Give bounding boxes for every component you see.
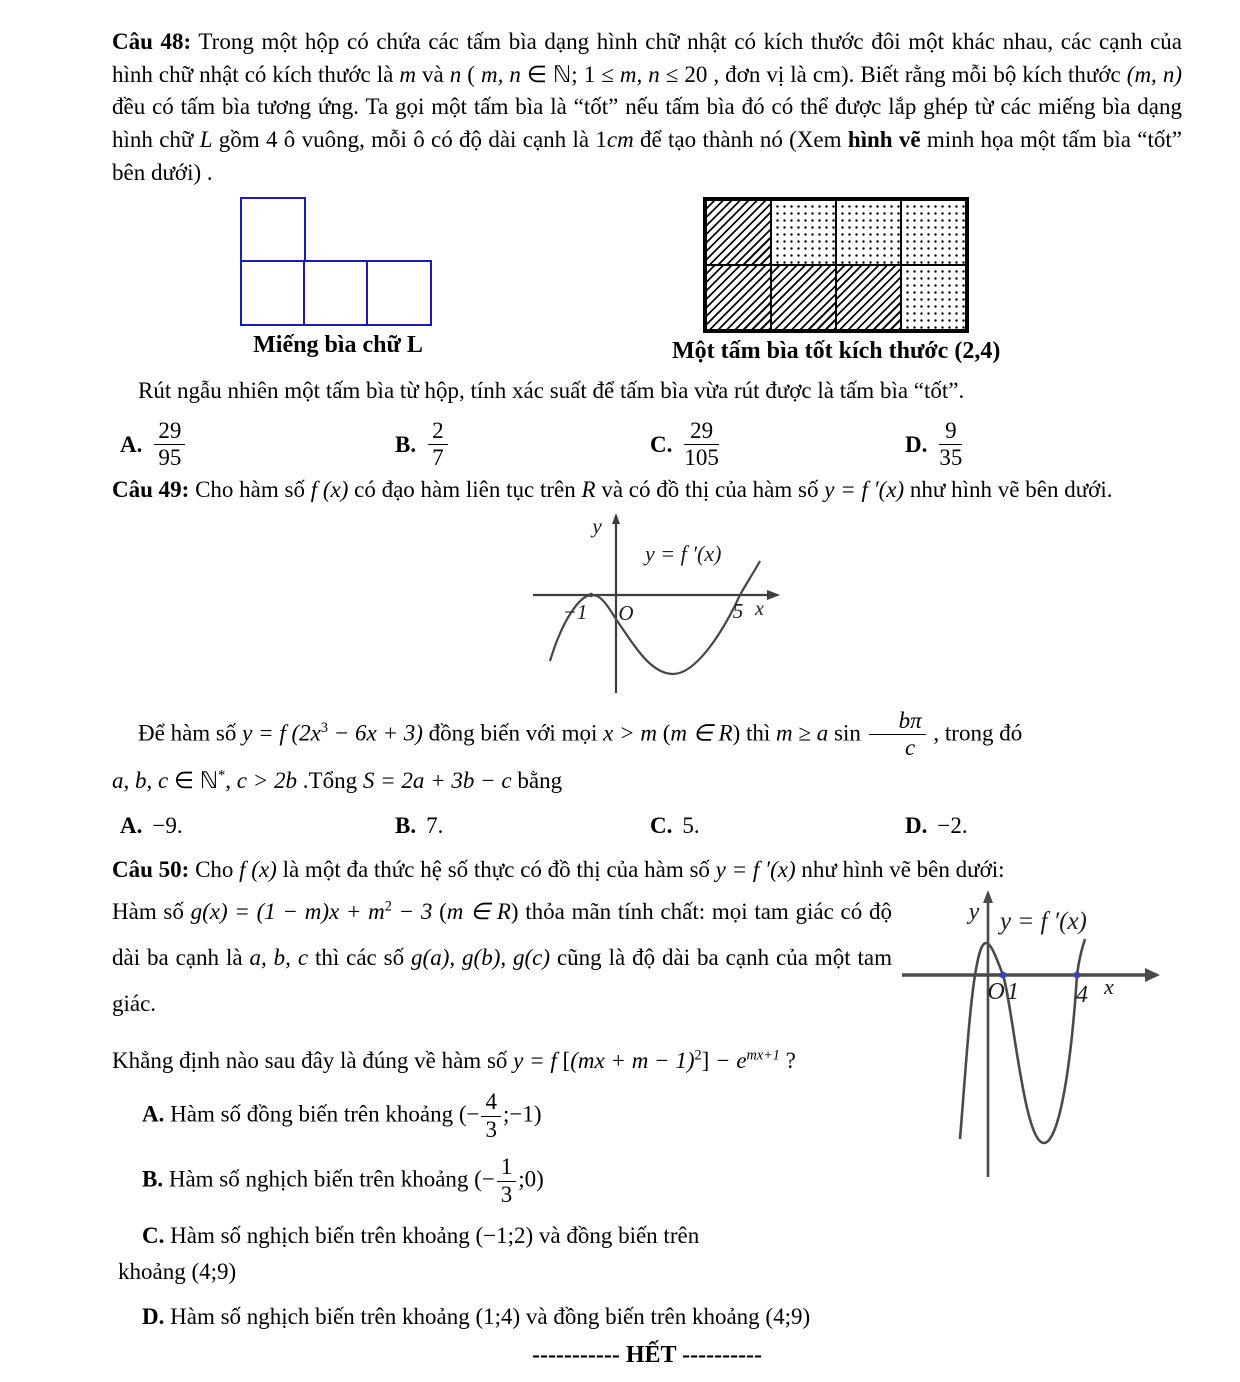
text-run: và có đồ thị của hàm số bbox=[595, 476, 825, 502]
option-key: B. bbox=[395, 812, 417, 838]
q48-option-b bbox=[395, 419, 650, 472]
text-run: có đạo hàm liên tục trên bbox=[348, 476, 582, 502]
q49-option-c bbox=[650, 813, 905, 839]
text-run: D. bbox=[142, 1304, 165, 1330]
text-run: ;−1) bbox=[502, 1102, 542, 1128]
text-run: ≤ 20 , đơn vị là cm). Biết rằng mỗi bộ kích thước bbox=[659, 61, 1127, 87]
text-run: như hình vẽ bên dưới: bbox=[795, 856, 1005, 882]
text-run: thì các số bbox=[308, 945, 412, 971]
q49-condition-paragraph bbox=[112, 709, 1182, 762]
text-run: Khẳng định nào sau đây là đúng về hàm số bbox=[112, 1047, 514, 1073]
text-run: Hàm số đồng biến trên khoảng (− bbox=[164, 1102, 480, 1128]
root-dot-4 bbox=[1074, 971, 1081, 978]
y-axis-label: y bbox=[592, 513, 602, 538]
q50-option-d bbox=[142, 1301, 1182, 1334]
text-run: cũng là độ dài ba cạnh của một tam giác. bbox=[112, 945, 892, 1017]
card-cell-hatch bbox=[706, 200, 771, 265]
q48-figures bbox=[112, 197, 1182, 365]
text-run: y = f ′(x) bbox=[824, 476, 905, 502]
x-tick-4: 4 bbox=[1076, 981, 1088, 1008]
q49-sum-paragraph bbox=[112, 765, 1182, 798]
text-run: Để hàm số bbox=[138, 720, 243, 746]
text-run: [ bbox=[562, 1047, 571, 1073]
curve-label: y = f ′(x) bbox=[1000, 907, 1087, 935]
q48-question: Rút ngẫu nhiên một tấm bìa từ hộp, tính xác suất để tấm bìa vừa rút được là tấm bìa “tốt”. bbox=[138, 378, 965, 404]
text-run: để tạo thành nó (Xem bbox=[633, 126, 848, 152]
curve-label: y = f ′(x) bbox=[645, 540, 722, 566]
text-run: * bbox=[218, 767, 226, 784]
text-run: C. bbox=[142, 1222, 165, 1248]
text-run: c > 2b bbox=[236, 768, 298, 794]
text-run: Hàm số nghịch biến trên khoảng (1;4) và đồng biến trên khoảng (4;9) bbox=[164, 1304, 811, 1330]
q49-options bbox=[112, 808, 1182, 844]
text-run: n bbox=[449, 61, 462, 87]
root-dot-1 bbox=[1000, 971, 1007, 978]
good-card-grid bbox=[703, 197, 969, 333]
text-run: cm bbox=[606, 126, 634, 152]
text-run: là một đa thức hệ số thực có đồ thị của hàm số bbox=[276, 856, 716, 882]
q50-paragraph-1 bbox=[112, 854, 1182, 887]
text-run: − e bbox=[709, 1047, 747, 1073]
option-key: C. bbox=[650, 812, 673, 838]
good-card-figure bbox=[672, 197, 1000, 365]
q49-graph-svg bbox=[527, 511, 789, 697]
origin-label: O bbox=[618, 600, 634, 625]
end-marker: ----------- HẾT ---------- bbox=[531, 1341, 763, 1368]
option-key: A. bbox=[120, 812, 143, 838]
text-run: R bbox=[581, 476, 596, 502]
text-run: ;0) bbox=[518, 1166, 544, 1192]
text-run: Hàm số bbox=[112, 898, 191, 924]
q48-option-d bbox=[905, 419, 1182, 472]
text-run: Câu 49: bbox=[112, 476, 190, 502]
text-run: sin bbox=[828, 720, 867, 746]
text-run: (m, n) bbox=[1126, 61, 1182, 87]
text-run: m ≥ a bbox=[776, 720, 829, 746]
option-value: −9. bbox=[152, 812, 183, 838]
text-run: 2 bbox=[694, 1047, 702, 1064]
x-axis-arrow bbox=[1145, 968, 1160, 982]
fraction: $\frac{2}{7}$ bbox=[428, 419, 448, 472]
q48-option-a bbox=[112, 419, 395, 472]
text-run: ( bbox=[432, 898, 447, 924]
text-run: đều có tấm bìa tương ứng. Ta gọi một tấm bìa là “tốt” nếu tấm bìa đó có thể được lắp ghép từ các miếng bìa dạng hình chữ bbox=[112, 94, 1182, 152]
card-cell-hatch bbox=[771, 265, 836, 330]
text-run: Hàm số nghịch biến trên khoảng (−1;2) và đồng biến trên bbox=[164, 1222, 700, 1248]
l-piece-caption: Miếng bìa chữ L bbox=[253, 332, 423, 359]
text-run: L bbox=[199, 126, 213, 152]
q49-option-b bbox=[395, 813, 650, 839]
origin-label: O bbox=[987, 978, 1005, 1005]
text-run: đồng biến với mọi bbox=[422, 720, 604, 746]
q48-options bbox=[112, 416, 1182, 474]
fraction: $\frac{29}{105}$ bbox=[684, 417, 719, 471]
l-piece-square bbox=[303, 260, 369, 326]
l-piece-figure bbox=[240, 197, 436, 359]
y-axis-label: y bbox=[968, 898, 980, 925]
text-run: Câu 48: bbox=[112, 29, 192, 54]
text-run: Cho hàm số bbox=[189, 476, 311, 502]
inline-fraction: $\frac{1}{3}$ bbox=[497, 1155, 517, 1208]
y-axis-arrow bbox=[612, 513, 620, 524]
x-tick-5: 5 bbox=[732, 598, 744, 623]
text-run: và bbox=[416, 61, 450, 87]
touch-point-dot bbox=[589, 592, 594, 597]
text-run: f (x) bbox=[239, 856, 277, 882]
text-run: m, n bbox=[619, 61, 660, 87]
text-run: B. bbox=[142, 1166, 164, 1192]
fraction: $\frac{29}{95}$ bbox=[154, 419, 185, 472]
text-run: y = f (2x bbox=[242, 720, 321, 746]
text-run: Cho bbox=[189, 856, 240, 882]
x-axis-arrow bbox=[767, 590, 780, 600]
q50-derivative-graph bbox=[896, 887, 1170, 1201]
q50-block bbox=[112, 854, 1182, 1334]
option-key: B. bbox=[395, 431, 417, 457]
q49-option-a bbox=[112, 813, 395, 839]
text-run: a, b, c bbox=[249, 945, 309, 971]
text-run: − 6x + 3) bbox=[328, 720, 423, 746]
text-run: ( bbox=[461, 61, 481, 87]
card-cell-dots bbox=[836, 200, 901, 265]
option-value: −2. bbox=[937, 812, 968, 838]
text-run: Trong một hộp có chứa các tấm bìa dạng hình chữ nhật có kích thước đôi một khác nhau, các cạnh của hình chữ nhật có kích thước là bbox=[112, 29, 1183, 87]
option-key: A. bbox=[120, 431, 143, 457]
text-run: − 3 bbox=[391, 898, 433, 924]
text-run: ∈ ℕ bbox=[168, 768, 219, 794]
x-axis-label: x bbox=[755, 597, 764, 620]
text-run: gồm 4 ô vuông, mỗi ô có độ dài cạnh là 1 bbox=[212, 126, 607, 152]
fraction: $\frac{9}{35}$ bbox=[939, 417, 963, 471]
text-run: g(a), g(b), g(c) bbox=[411, 945, 551, 971]
option-key: D. bbox=[905, 812, 928, 838]
text-run: (mx + m − 1) bbox=[570, 1047, 695, 1073]
q48-option-c bbox=[650, 419, 905, 472]
inline-fraction: $\frac{4}{3}$ bbox=[481, 1090, 501, 1143]
text-run: minh họa một tấm bìa “tốt” bên dưới) . bbox=[112, 126, 1182, 185]
text-run: mx+1 bbox=[746, 1047, 780, 1064]
card-cell-hatch bbox=[706, 265, 771, 330]
text-run: m bbox=[399, 61, 417, 87]
y-axis-arrow bbox=[983, 890, 993, 903]
l-piece-square bbox=[240, 260, 306, 326]
text-run: ∈ ℕ; 1 ≤ bbox=[520, 61, 620, 87]
l-piece-square bbox=[366, 260, 432, 326]
good-card-caption: Một tấm bìa tốt kích thước (2,4) bbox=[672, 338, 1001, 365]
text-run: bằng bbox=[511, 768, 563, 794]
x-tick-minus1: −1 bbox=[562, 599, 588, 624]
q50-graph-svg bbox=[896, 887, 1170, 1201]
q48-paragraph bbox=[112, 26, 1182, 189]
text-run: y = f bbox=[513, 1047, 563, 1073]
inline-fraction: $\frac{b\pi}{c}$ bbox=[869, 709, 926, 762]
card-cell-dots bbox=[901, 265, 966, 330]
text-run: g(x) = (1 − m)x + m bbox=[190, 898, 385, 924]
text-run: y = f ′(x) bbox=[715, 856, 796, 882]
text-run: m, n bbox=[480, 61, 521, 87]
text-run: ) thỏa mãn tính chất: mọi tam giác có độ dài ba cạnh là bbox=[112, 898, 892, 971]
x-tick-1: 1 bbox=[1007, 978, 1019, 1005]
x-axis-label: x bbox=[1104, 973, 1114, 999]
text-run: A. bbox=[142, 1102, 165, 1128]
text-run: ) thì bbox=[732, 720, 777, 746]
f-prime-curve bbox=[960, 939, 1085, 1143]
text-run: như hình vẽ bên dưới. bbox=[904, 476, 1113, 502]
text-run: , bbox=[225, 768, 237, 794]
q49-derivative-graph bbox=[527, 511, 789, 703]
l-piece-shape bbox=[240, 197, 436, 327]
text-run: Hàm số nghịch biến trên khoảng (− bbox=[163, 1166, 495, 1192]
text-run: ( bbox=[656, 720, 671, 746]
option-key: D. bbox=[905, 431, 928, 457]
option-value: 5. bbox=[682, 812, 700, 838]
text-run: S = 2a + 3b − c bbox=[362, 768, 512, 794]
text-run: m ∈ R bbox=[446, 898, 511, 924]
text-run: .Tổng bbox=[297, 768, 363, 794]
text-run: 2 bbox=[384, 897, 392, 914]
text-run: m ∈ R bbox=[670, 720, 733, 746]
option-key: C. bbox=[650, 431, 673, 457]
text-run: ] bbox=[701, 1047, 710, 1073]
q50-option-c bbox=[142, 1220, 1182, 1253]
text-run: a, b, c bbox=[112, 768, 169, 794]
q49-paragraph bbox=[112, 474, 1182, 507]
card-cell-dots bbox=[771, 200, 836, 265]
text-run: hình vẽ bbox=[847, 126, 921, 152]
option-value: 7. bbox=[426, 812, 444, 838]
text-run: , trong đó bbox=[927, 720, 1023, 746]
text-run: x > m bbox=[603, 720, 657, 746]
q50-option-c-line2: khoảng (4;9) bbox=[118, 1259, 237, 1285]
card-cell-hatch bbox=[836, 265, 901, 330]
text-run: f (x) bbox=[310, 476, 349, 502]
q49-option-d bbox=[905, 813, 1182, 839]
text-run: ? bbox=[779, 1047, 796, 1073]
text-run: Câu 50: bbox=[112, 856, 190, 882]
text-run: 3 bbox=[320, 719, 328, 736]
l-piece-square bbox=[240, 197, 306, 263]
card-cell-dots bbox=[901, 200, 966, 265]
